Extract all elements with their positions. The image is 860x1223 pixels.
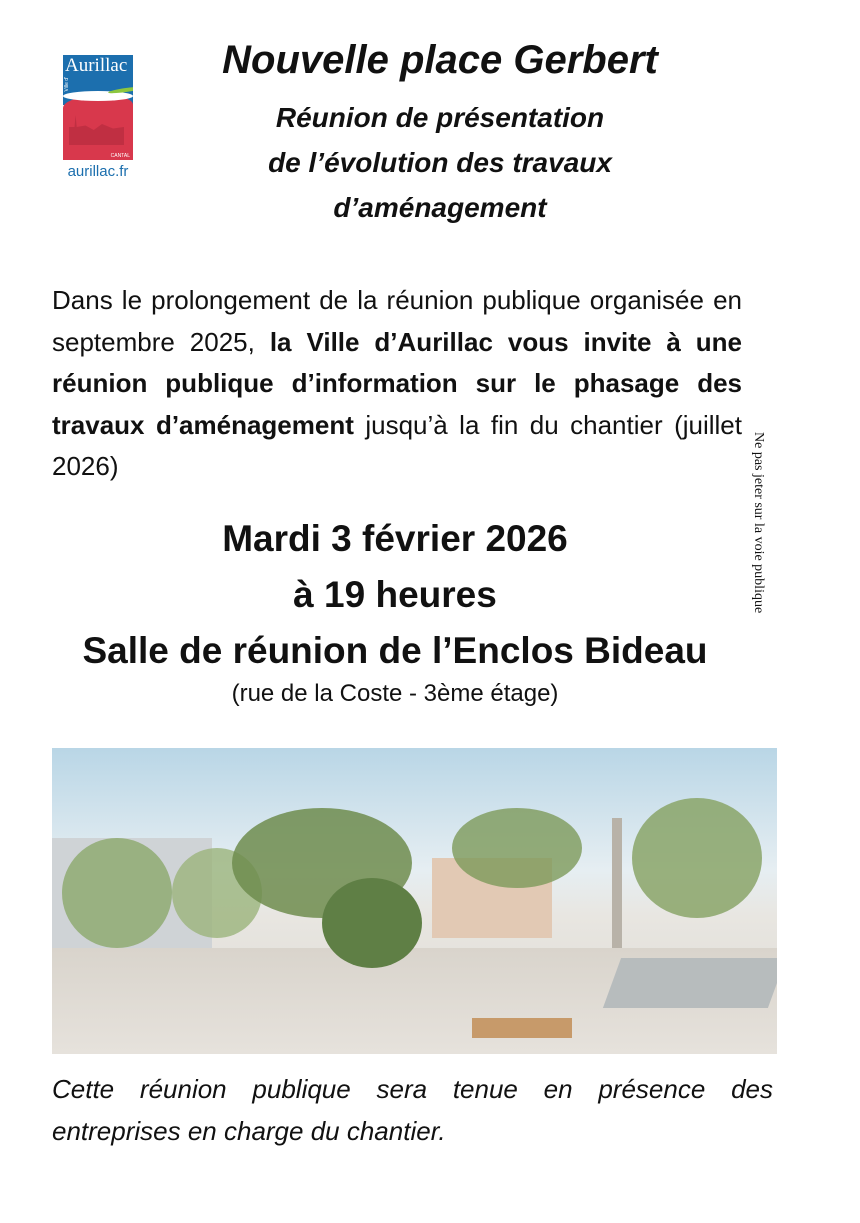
- event-place: Salle de réunion de l’Enclos Bideau: [82, 630, 708, 671]
- page-title: Nouvelle place Gerbert: [222, 38, 658, 82]
- subtitle: [160, 95, 720, 230]
- intro-paragraph: [52, 280, 742, 488]
- subtitle-line: d’aménagement: [333, 192, 547, 223]
- side-note: Ne pas jeter sur la voie publique: [751, 432, 766, 614]
- subtitle-line: Réunion de présentation: [275, 102, 605, 133]
- logo-name: Aurillac: [65, 55, 128, 76]
- intro-bold-text: la Ville d’Aurillac vous invite à une réunion publique d’information sur le phasage des travaux d’aménagement: [52, 326, 742, 440]
- square-illustration: [52, 748, 777, 1054]
- event-time: à 19 heures: [293, 574, 497, 615]
- event-address: (rue de la Coste - 3ème étage): [231, 680, 559, 707]
- event-date: Mardi 3 février 2026: [222, 518, 568, 559]
- intro-text-end: jusqu’à la fin du chantier (juillet 2026): [52, 409, 742, 481]
- subtitle-line: de l’évolution des travaux: [268, 147, 612, 178]
- logo-region: CANTAL: [110, 153, 130, 159]
- logo-ville: Ville d': [64, 77, 70, 92]
- footer-note: Cette réunion publique sera tenue en présence des entreprises en charge du chantier.: [52, 1074, 773, 1146]
- logo-url: aurillac.fr: [67, 163, 129, 180]
- intro-text: Dans le prolongement de la réunion publique organisée en septembre 2025,: [52, 285, 742, 357]
- aurillac-logo: [63, 55, 133, 180]
